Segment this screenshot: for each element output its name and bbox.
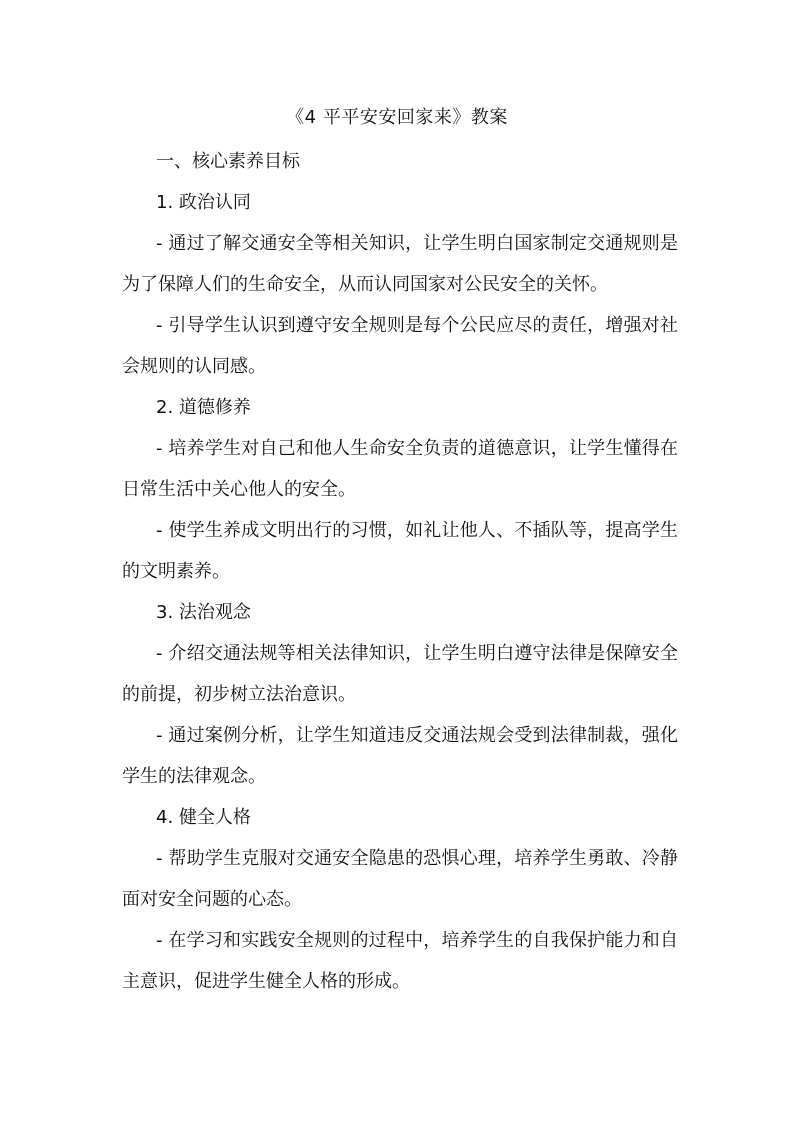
subheading-political-identity: 1. 政治认同 bbox=[156, 192, 251, 213]
subheading-moral-cultivation: 2. 道德修养 bbox=[156, 397, 251, 418]
paragraph-sound-personality-2: - 在学习和实践安全规则的过程中，培养学生的自我保护能力和自主意识，促进学生健全人格的形成。 bbox=[122, 930, 678, 992]
subheading-sound-personality: 4. 健全人格 bbox=[156, 807, 251, 828]
section-heading-core-literacy: 一、核心素养目标 bbox=[156, 151, 300, 172]
paragraph-political-identity-1: - 通过了解交通安全等相关知识，让学生明白国家制定交通规则是为了保障人们的生命安全，从而认同国家对公民安全的关怀。 bbox=[122, 233, 678, 295]
paragraph-rule-of-law-1: - 介绍交通法规等相关法律知识，让学生明白遵守法律是保障安全的前提，初步树立法治意识。 bbox=[122, 643, 678, 705]
subheading-rule-of-law: 3. 法治观念 bbox=[156, 602, 251, 623]
document-title: 《4 平平安安回家来》教案 bbox=[286, 107, 508, 128]
paragraph-sound-personality-1: - 帮助学生克服对交通安全隐患的恐惧心理，培养学生勇敢、冷静面对安全问题的心态。 bbox=[122, 848, 678, 910]
paragraph-moral-cultivation-1: - 培养学生对自己和他人生命安全负责的道德意识，让学生懂得在日常生活中关心他人的安全。 bbox=[122, 438, 678, 500]
paragraph-moral-cultivation-2: - 使学生养成文明出行的习惯，如礼让他人、不插队等，提高学生的文明素养。 bbox=[122, 520, 678, 582]
paragraph-rule-of-law-2: - 通过案例分析，让学生知道违反交通法规会受到法律制裁，强化学生的法律观念。 bbox=[122, 725, 678, 787]
paragraph-political-identity-2: - 引导学生认识到遵守安全规则是每个公民应尽的责任，增强对社会规则的认同感。 bbox=[122, 315, 678, 377]
